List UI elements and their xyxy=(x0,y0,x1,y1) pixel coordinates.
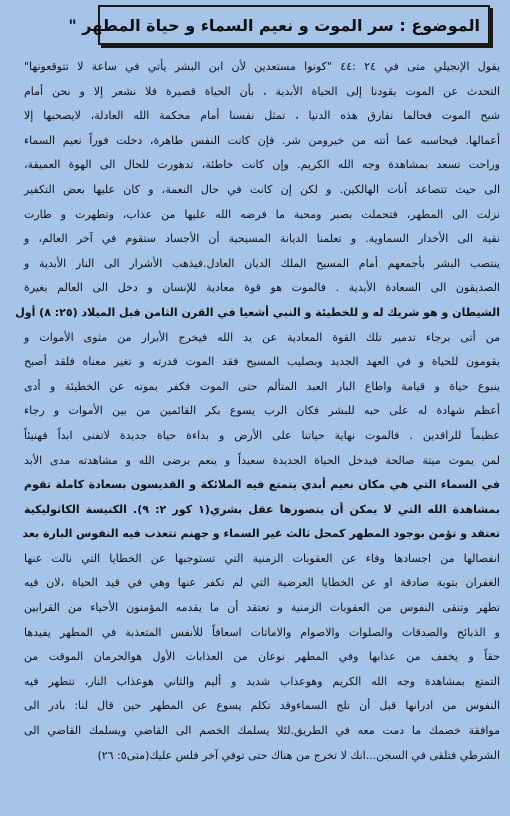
text-line: انفصالها من اجسادها وفاء عن العقوبات الزمنية التي تستوجبها عن الخطايا التي نالت عنها xyxy=(24,551,500,565)
title-box xyxy=(68,5,490,45)
text-line: التمتع بمشاهدة وجه الله الكريم وهوعذاب شديد و أليم والثاني هوعذاب النار، تتطهر فيه xyxy=(24,674,500,688)
text-line: أعظم شهادة له على حبه للبشر فكان الرب يسوع بكر القائمين من بين الأموات و رجاء xyxy=(24,404,500,418)
page-title: الموضوع : سر الموت و نعيم السماء و حياة المطهر " xyxy=(68,15,480,35)
text-line: ينبوع حياة و قيامة واطاع البار العبد المتألم حتى الموت فكفر بموته عن الخطيئة و أدى xyxy=(24,379,500,393)
text-line: و الذبائح والصدقات والصلوات والاصوام والاماتات اسعافاً للأنفس المتعذبة في المطهر يفيدها xyxy=(24,625,500,639)
text-line: الشيطان و هو شريك له و للخطيئة و النبي أشعيا في القرن الثامن قبل الميلاد (٢٥: ٨) أول xyxy=(15,305,500,319)
text-line: ينتصب البشر بأجمعهم أمام المسيح الملك الديان العادل.فيذهب الأشرار الى النار الأبدية و xyxy=(24,256,500,270)
text-line: أعمالها. فيحاسبه عما أتته من خيرومن شر. فإن كانت النفس طاهرة، دخلت فوراً نعيم السماء xyxy=(24,133,500,147)
text-line: النفوس من ادرانها قبل أن تلج السماءوقد تكلم يسوع عن المطهر حين قال لنا: بادر الى xyxy=(24,699,500,713)
body-text xyxy=(15,55,501,768)
text-line: التحدث عن الموت يقودنا إلى الحياة الأبدية ، بأن الحياة قصيرة فلا نشعر إلا و نحن أمام xyxy=(24,84,500,98)
text-line: الى حيث تتصاعد أنات الهالكين. و لكن إن كانت في حال النعمة، و كان عليها بعض التكفير xyxy=(24,182,500,196)
text-line: موافقة خصمك ما دمت معه في الطريق.لئلا يسلمك الخصم الى القاضي ويسلمك القاضي الى xyxy=(24,724,500,738)
text-line: الصديقون الى السعادة الأبدية . فالموت هو قوة معادية للإنسان و دخل الى العالم بغيرة xyxy=(24,281,500,295)
text-line: تعتقد و تؤمن بوجود المطهر كمحل ثالث غير السماء و جهنم تتعذب فيه النفوس البارة بعد xyxy=(22,527,500,541)
text-line: لمن يموت ميتة صالحة فيدخل الحياة الجديدة سعيداً و ينعم برضى الله و مشاهدته مدى الأبد xyxy=(24,453,500,467)
text-line: بمشاهدة الله التي لا يمكن أن يتصورها عقل بشري(١ كور ٢: ٩). الكنيسة الكاثوليكية xyxy=(24,502,500,516)
text-line: وراحت تسعد بمشاهدة وجه الله الكريم. وإن كانت خاطئة، تدهورت للحال الى الهوة العميقة، xyxy=(24,158,500,172)
text-line: يقول الإنجيلي متى في ٢٤ :٤٤ "كونوا مستعدين لأن ابن البشر يأتي في ساعة لا تتوقعونها" xyxy=(24,60,501,73)
text-line: تطهر وتنقى النفوس من العقوبات الزمنية و تعتقد أن ما يقدمه المؤمنون الأحياء من القرابين xyxy=(24,601,500,615)
text-line: عظيماً للراقدين . فالموت نهاية حياتنا على الأرض و بداءة حياة جديدة لاتفنى ابداً فهنيئاً xyxy=(24,428,500,442)
text-line: نقية الى الأخدار السماوية. و تعلمنا الديانة المسيحية أن الأجساد ستقوم في آخر العالم، و xyxy=(24,232,500,246)
text-line: الشرطي فتلقى في السجن...انك لا تخرج من هناك حتى توفي آخر فلس عليك(متى٥: ٢٦) xyxy=(97,748,500,762)
text-line: من أتى برجاء تدمير تلك القوة المعادية عن يد الله فيخرج الأبرار من مثوى الأموات و xyxy=(24,330,500,344)
text-line: يقومون للحياة و في العهد الجديد وبصليب المسيح فقد الموت قدرته و تغير معناه فلقد أصبح xyxy=(24,355,500,369)
text-line: في السماء التي هي مكان نعيم أبدي يتمتع فيه الملائكة و القديسون بسعادة كاملة تقوم xyxy=(24,478,500,492)
text-line: نزلت الى المطهر، فتحملت بصبر ومحبة ما فرضه الله عليها من عذاب، وتطهرت و طارت xyxy=(24,207,500,221)
text-line: الغفران بتوبة صادقة او عن الخطايا العرضية التي لم تكفر عنها وهي في قيد الحياة ،لان فيه xyxy=(24,576,500,590)
text-line: حقاً و يخفف من عذابها وفي المطهر نوعان من العذابات الأول هوالحرمان الموقت من xyxy=(24,650,500,664)
text-line: شبح الموت فحالما نفارق هذه الدنيا ، تمثل نفسنا أمام محكمة الله العادلة، لايصحبها إلا xyxy=(24,109,500,123)
